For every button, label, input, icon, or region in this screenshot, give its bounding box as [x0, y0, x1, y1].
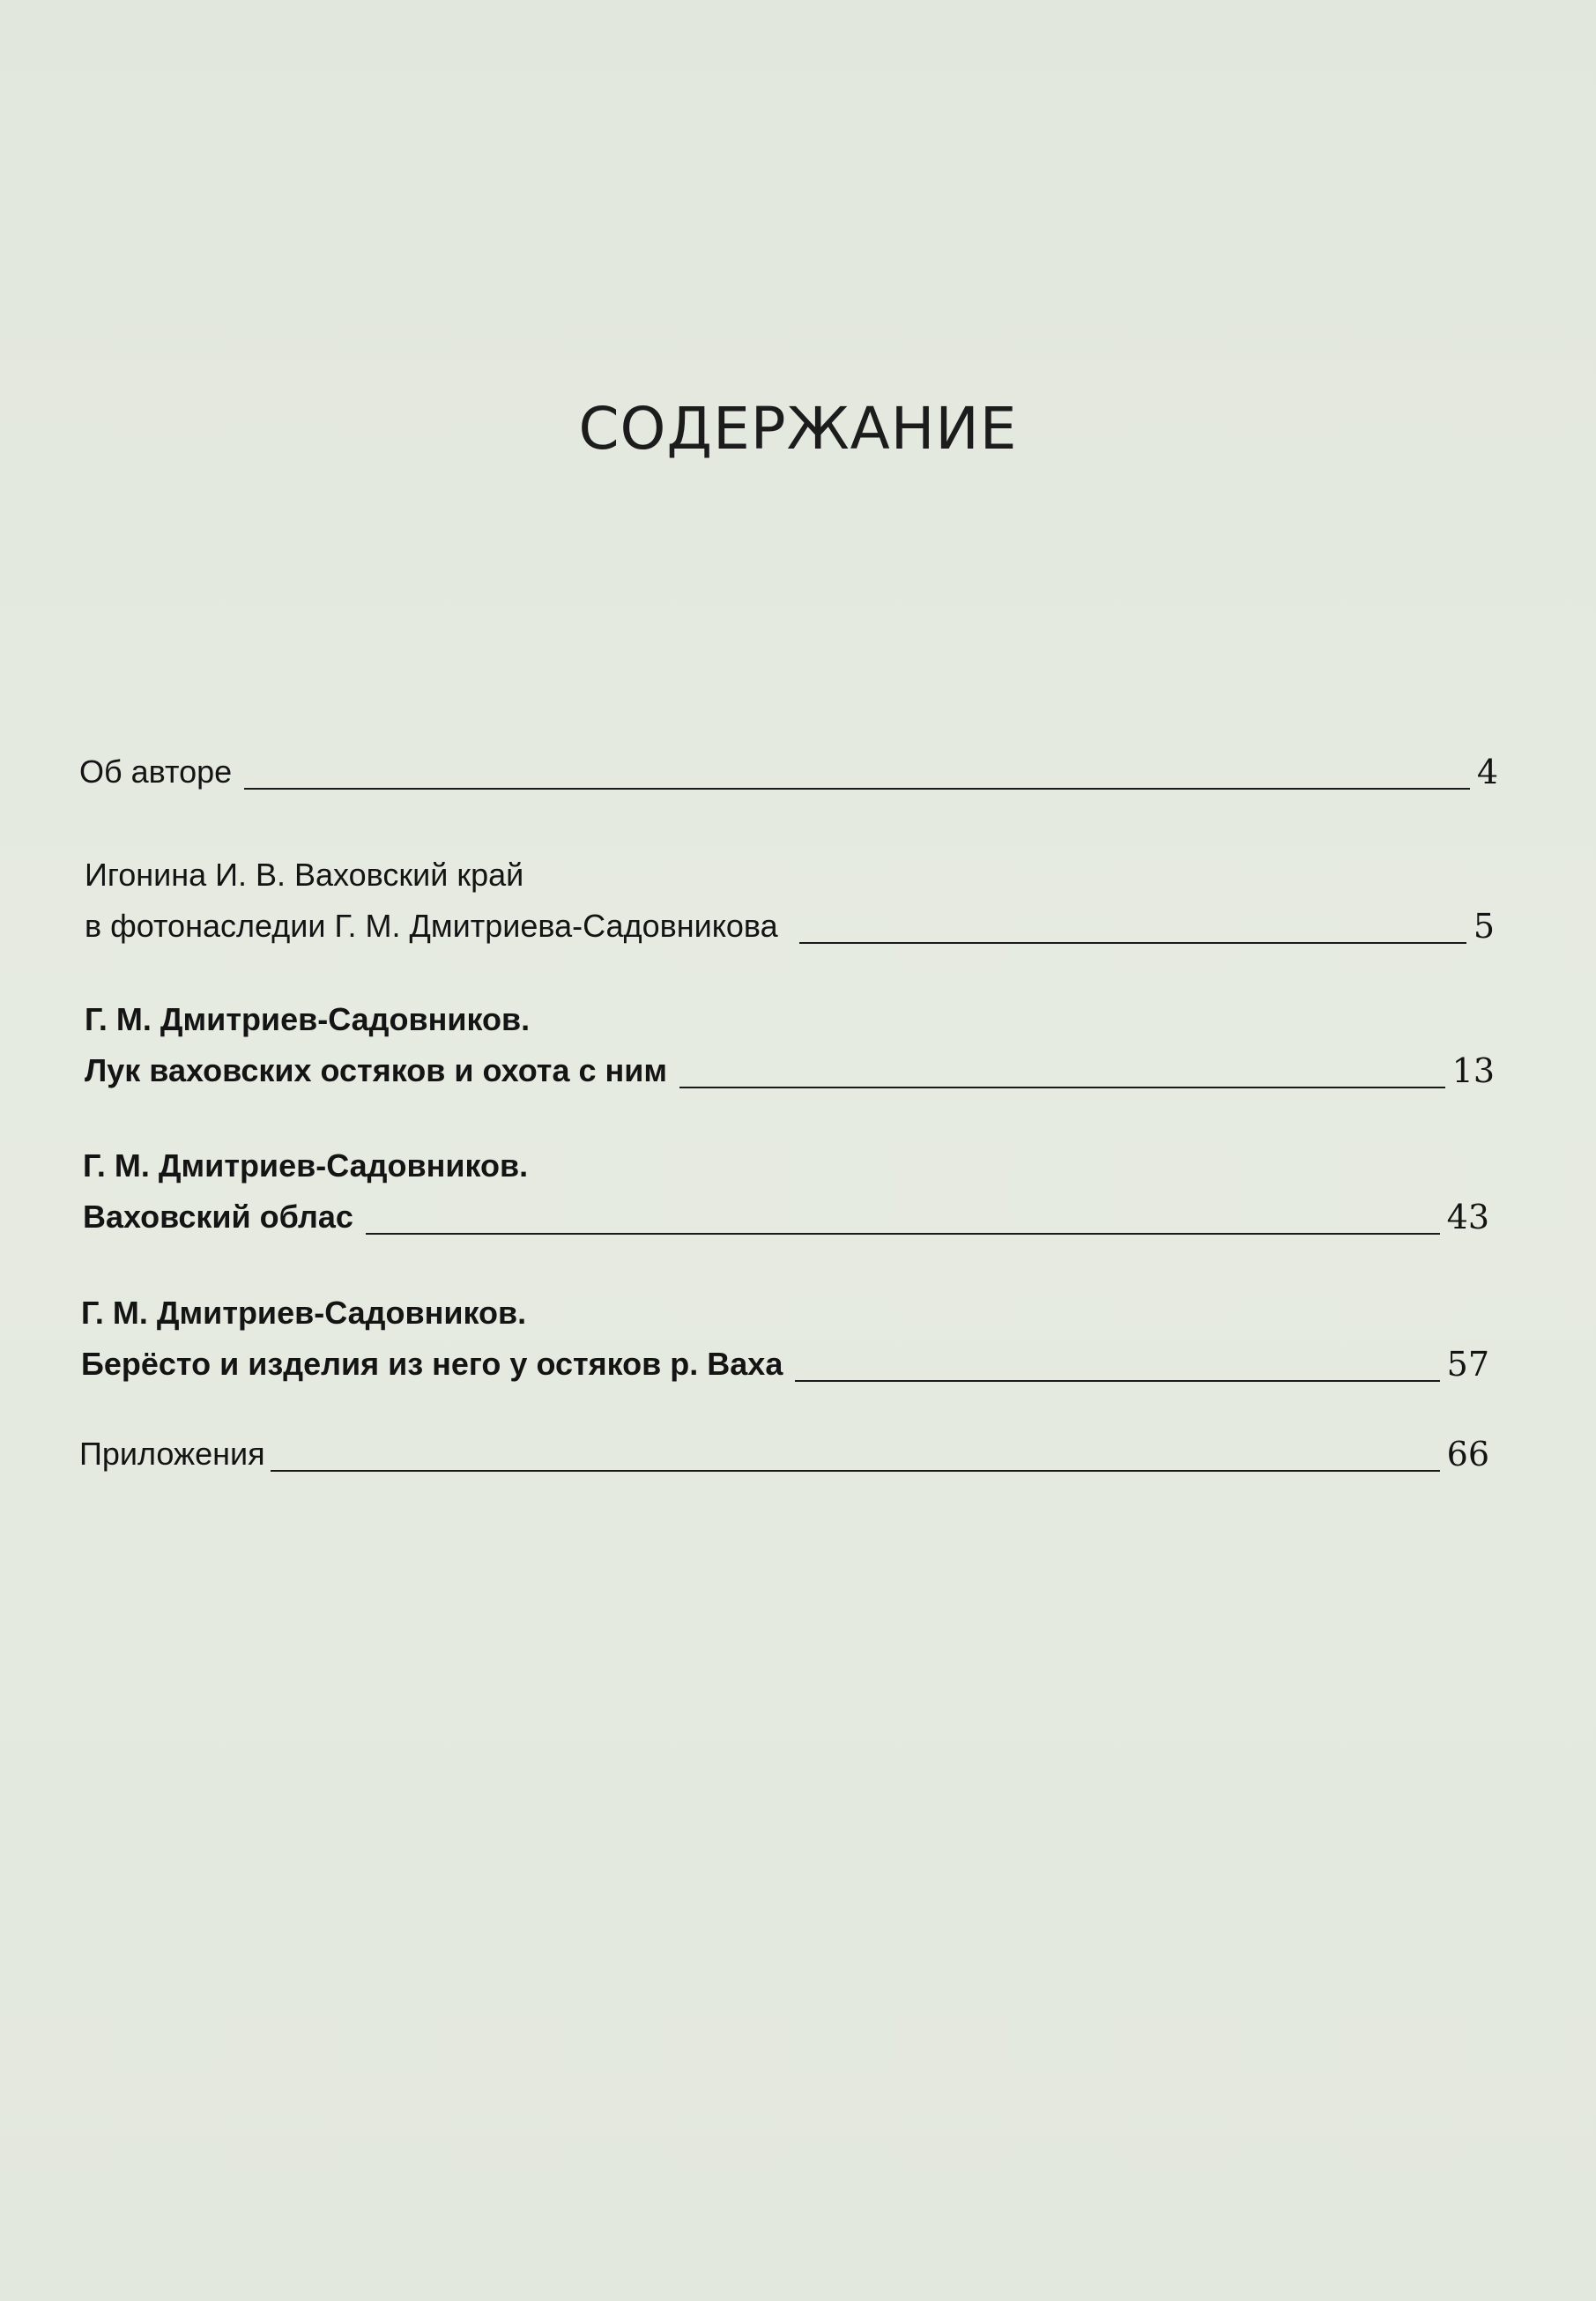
toc-entry-title: Берёсто и изделия из него у остяков р. Ваха — [81, 1346, 783, 1382]
leader-line — [366, 1232, 1440, 1235]
toc-page-number: 5 — [1473, 907, 1495, 946]
toc-entry-title: Приложения — [79, 1436, 265, 1472]
toc-entry[interactable] — [81, 1290, 1489, 1387]
toc-entry-author-line: Г. М. Дмитриев-Садовников. — [81, 1295, 527, 1331]
toc-page-number: 66 — [1446, 1435, 1489, 1473]
page-title: СОДЕРЖАНИЕ — [578, 395, 1018, 463]
toc-entry-author-line: Игонина И. В. Ваховский край — [85, 857, 524, 893]
leader-line — [271, 1469, 1440, 1472]
leader-line — [795, 1379, 1439, 1382]
toc-entry[interactable] — [79, 1431, 1489, 1477]
toc-entry[interactable] — [85, 997, 1495, 1094]
leader-line — [679, 1086, 1445, 1088]
toc-entry[interactable] — [85, 852, 1495, 949]
toc-entry-author-line: Г. М. Дмитриев-Садовников. — [85, 1001, 531, 1037]
toc-entry[interactable] — [79, 749, 1498, 795]
toc-page-number: 43 — [1446, 1198, 1489, 1236]
toc-page-number: 13 — [1451, 1051, 1495, 1090]
toc-page-number: 4 — [1476, 753, 1498, 791]
toc-entry-title: Лук ваховских остяков и охота с ним — [85, 1052, 667, 1088]
toc-entry-title: в фотонаследии Г. М. Дмитриева-Садовникова — [85, 908, 778, 944]
toc-entry-title: Об авторе — [79, 753, 233, 790]
toc-entry[interactable] — [83, 1143, 1489, 1240]
leader-line — [244, 787, 1470, 790]
toc-entry-author-line: Г. М. Дмитриев-Садовников. — [83, 1147, 529, 1184]
toc-entry-title: Ваховский облас — [83, 1199, 353, 1235]
toc-page-number: 57 — [1446, 1345, 1489, 1384]
leader-line — [799, 941, 1466, 944]
